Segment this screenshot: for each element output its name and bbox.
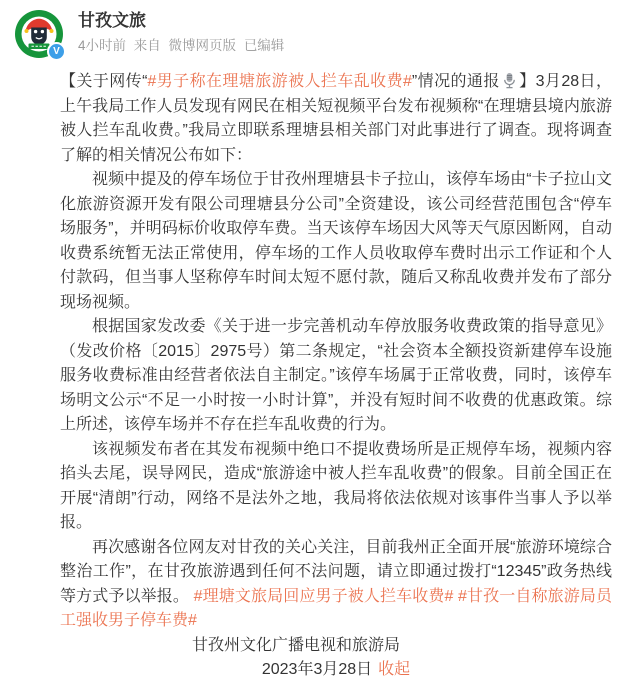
microphone-emoji <box>501 72 518 89</box>
hashtag-link[interactable]: #理塘文旅局回应男子被人拦车收费# <box>193 587 454 605</box>
from-label: 来自 <box>133 38 161 53</box>
post-time[interactable]: 4小时前 <box>78 38 127 53</box>
post-paragraph-5: 再次感谢各位网友对甘孜的关心关注，目前我州正全面开展“旅游环境综合整治工作”，在甘孜旅游遇到任何不法问题，请立即通过拨打“12345”政务热线等方式予以举报。 #理塘文旅局回应男子被人拦车收费# #甘孜一自称旅游局员工强收男子停车费# <box>60 538 612 629</box>
post-content <box>60 70 612 683</box>
post-paragraph-1: 【关于网传“#男子称在理塘旅游被人拦车乱收费#”情况的通报 】3月28日，上午我局工作人员发现有网民在相关短视频平台发布视频称“在理塘县境内旅游被人拦车乱收费。”我局立即联系理塘县相关部门对此事进行了调查。现将调查了解的相关情况公布如下： <box>60 73 612 164</box>
verified-badge-icon: V <box>47 42 66 61</box>
post-paragraph-3: 根据国家发改委《关于进一步完善机动车停放服务收费政策的指导意见》（发改价格〔2015〕2975号）第二条规定，“社会资本全额投资新建停车设施服务收费标准由经营者依法自主制定。”该停车场属于正常收费，同时，该停车场明文公示“不足一小时按一小时计算”，并没有短时间不收费的优惠政策。综上所述，该停车场并不存在拦车乱收费的行为。 <box>60 318 612 433</box>
post-paragraph-2: 视频中提及的停车场位于甘孜州理塘县卡子拉山，该停车场由“卡子拉山文化旅游资源开发有限公司理塘县分公司”全资建设，该公司经营范围包含“停车场服务”，并明码标价收取停车费。当天该停车场因大风等天气原因断网，自动收费系统暂无法正常使用，停车场的工作人员收取停车费时出示工作证和个人付款码，但当事人坚称停车时间太短不愿付款，随后又称乱收费并发布了部分现场视频。 <box>60 171 612 311</box>
hashtag-link[interactable]: #甘孜一自称旅游局员工强收男子停车费# <box>60 587 612 629</box>
signature-line: 甘孜州文化广播电视和旅游局 <box>191 636 400 654</box>
edited-label: 已编辑 <box>243 38 285 53</box>
hashtag-link[interactable]: #男子称在理塘旅游被人拦车乱收费# <box>147 73 412 90</box>
account-name[interactable]: 甘孜文旅 <box>78 11 146 30</box>
post-source[interactable]: 微博网页版 <box>168 38 237 53</box>
avatar[interactable] <box>15 10 63 58</box>
date-line <box>60 658 612 683</box>
post-meta <box>78 38 288 54</box>
post-header <box>0 0 627 58</box>
post-date: 2023年3月28日 <box>261 661 373 678</box>
collapse-link[interactable]: 收起 <box>378 661 411 678</box>
post-paragraph-4: 该视频发布者在其发布视频中绝口不提收费场所是正规停车场，视频内容掐头去尾，误导网民，造成“旅游途中被人拦车乱收费”的假象。目前全国正在开展“清朗”行动，网络不是法外之地，我局将依法依规对该事件当事人予以举报。 <box>60 440 612 531</box>
header-text <box>78 11 288 54</box>
